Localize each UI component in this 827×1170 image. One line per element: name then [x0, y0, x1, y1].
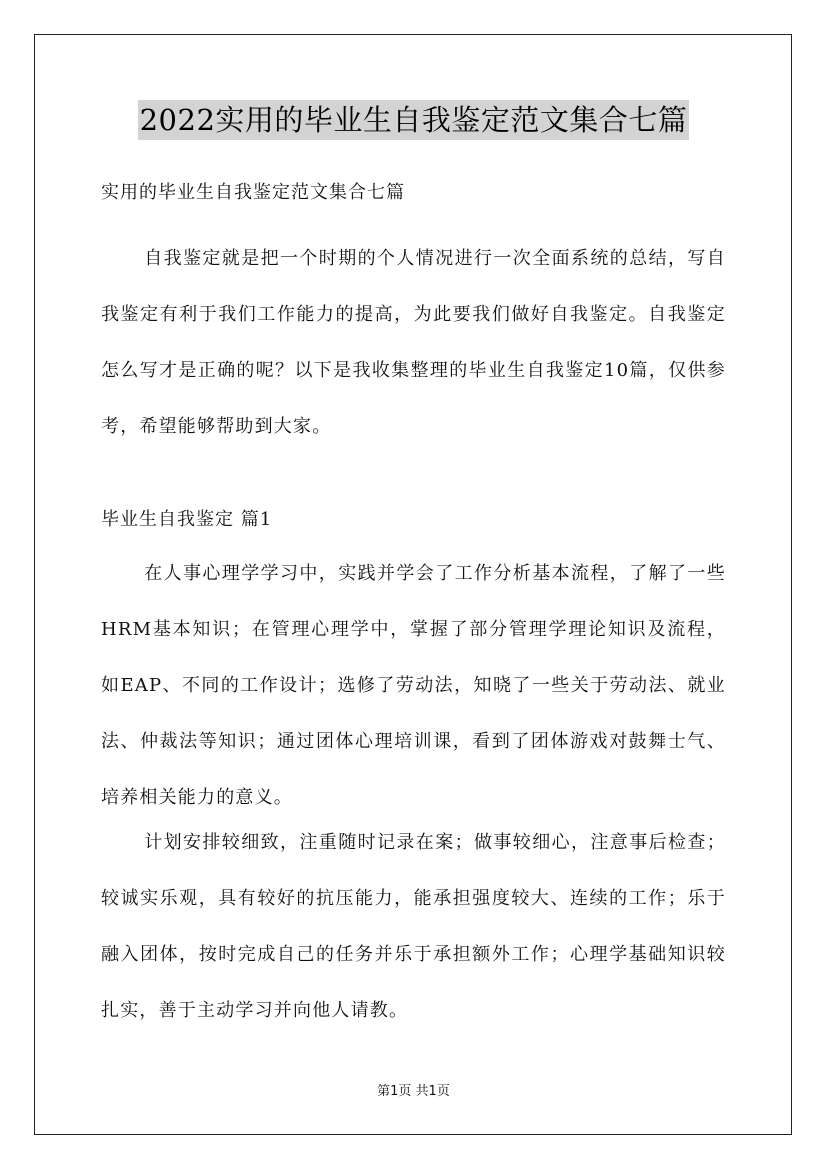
- document-title: 2022实用的毕业生自我鉴定范文集合七篇: [138, 100, 690, 140]
- title-container: [0, 100, 827, 140]
- section-heading: 毕业生自我鉴定 篇1: [101, 509, 273, 530]
- body-paragraph-2: 计划安排较细致，注重随时记录在案；做事较细心，注意事后检查；较诚实乐观，具有较好的抗压能力，能承担强度较大、连续的工作；乐于融入团体，按时完成自己的任务并乐于承担额外工作；心理学基础知识较扎实，善于主动学习并向他人请教。: [101, 832, 726, 1021]
- document-subtitle: 实用的毕业生自我鉴定范文集合七篇: [101, 182, 405, 203]
- page-footer: 第1页 共1页: [377, 1084, 450, 1099]
- intro-paragraph: 自我鉴定就是把一个时期的个人情况进行一次全面系统的总结，写自我鉴定有利于我们工作能力的提高，为此要我们做好自我鉴定。自我鉴定怎么写才是正确的呢？以下是我收集整理的毕业生自我鉴定10篇，仅供参考，希望能够帮助到大家。: [101, 248, 726, 437]
- body-paragraph-1: 在人事心理学学习中，实践并学会了工作分析基本流程，了解了一些HRM基本知识；在管理心理学中，掌握了部分管理学理论知识及流程，如EAP、不同的工作设计；选修了劳动法，知晓了一些关于劳动法、就业法、仲裁法等知识；通过团体心理培训课，看到了团体游戏对鼓舞士气、培养相关能力的意义。: [101, 563, 726, 808]
